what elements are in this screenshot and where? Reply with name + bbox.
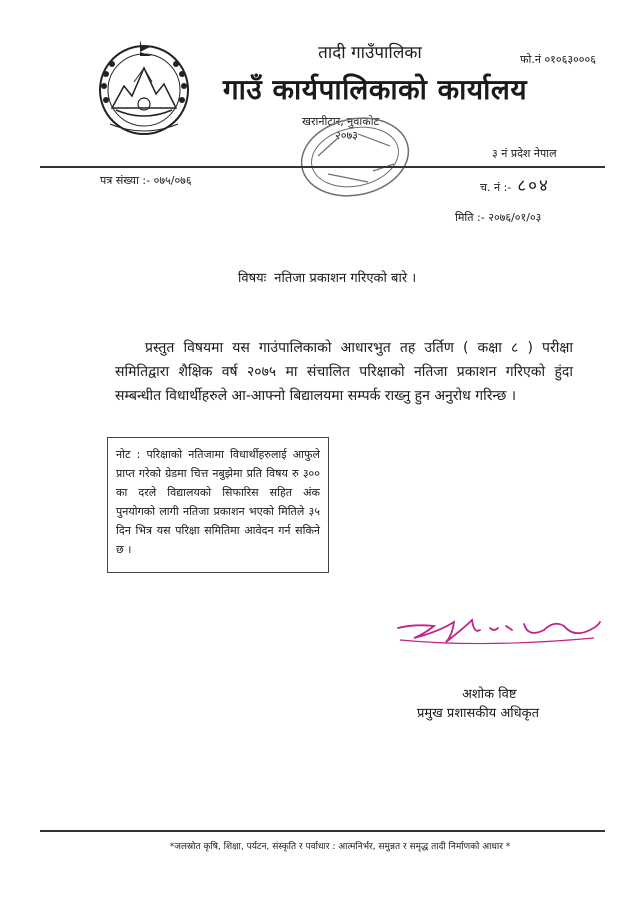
province-label: ३ नं प्रदेश नेपाल	[492, 147, 557, 160]
subject-value: नतिजा प्रकाशन गरिएको बारे ।	[274, 271, 417, 286]
office-title: गाउँ कार्यपालिकाको कार्यालय	[222, 73, 528, 106]
office-stamp	[298, 116, 413, 198]
footer-motto: *जलस्रोत कृषि, शिक्षा, पर्यटन, संस्कृति र पर्वाधार : आत्मनिर्भर, समुन्नत र समृद्ध तादी निर्माणको आधार *	[169, 842, 511, 852]
footer-divider	[40, 830, 605, 832]
municipality-name: तादी गाउँपालिका	[318, 43, 422, 63]
dispatch-number-label: च. नं :-	[480, 181, 512, 194]
signatory-title: प्रमुख प्रशासकीय अधिकृत	[417, 706, 540, 721]
handwritten-signature	[394, 608, 604, 652]
subject-label: विषयः	[238, 271, 267, 286]
header-divider	[40, 166, 605, 168]
dispatch-number-value: ८०४	[517, 176, 550, 196]
established-year: २०७३	[335, 129, 358, 142]
date-value: २०७६/०१/०३	[488, 211, 542, 224]
letter-number-value: ०७५/०७६	[153, 174, 192, 187]
phone-label: फो.नं	[520, 53, 541, 66]
phone-value: ०१०६३०००६	[544, 53, 596, 66]
phone-number	[520, 52, 596, 67]
signatory-name: अशोक विष्ट	[462, 687, 517, 702]
letter-date	[455, 210, 541, 225]
note-box: नोट : परिक्षाको नतिजामा विधार्थीहरुलाई आफुले प्राप्त गरेको ग्रेडमा चित्त नबुझेमा प्रति विषय रु ३०० का दरले विद्यालयको सिफारिस सहित अंक पुनयोगको लागी नतिजा प्रकाशन भएको मितिले ३५ दिन भित्र यस परिक्षा समितिमा आवेदन गर्न सकिने छ ।	[107, 437, 329, 573]
nepal-emblem-logo	[94, 38, 194, 138]
subject-line	[238, 268, 416, 286]
letter-number-label: पत्र संख्या :-	[100, 174, 151, 187]
body-paragraph: प्रस्तुत विषयमा यस गाउंपालिकाको आधारभुत तह उर्तिण ( कक्षा ८ ) परीक्षा समितिद्वारा शैक्षिक वर्ष २०७५ मा संचालित परिक्षाको नतिजा प्रकाशन गरिएको हुंदा सम्बन्धीत विधार्थीहरुले आ-आफ्नो बिद्यालयमा सम्पर्क राख्नु हुन अनुरोध गरिन्छ ।	[115, 340, 573, 404]
dispatch-number	[480, 173, 550, 196]
letter-number	[100, 173, 192, 188]
date-label: मिति :-	[455, 211, 485, 224]
office-address: खरानीटार, नुवाकोट	[302, 115, 380, 128]
